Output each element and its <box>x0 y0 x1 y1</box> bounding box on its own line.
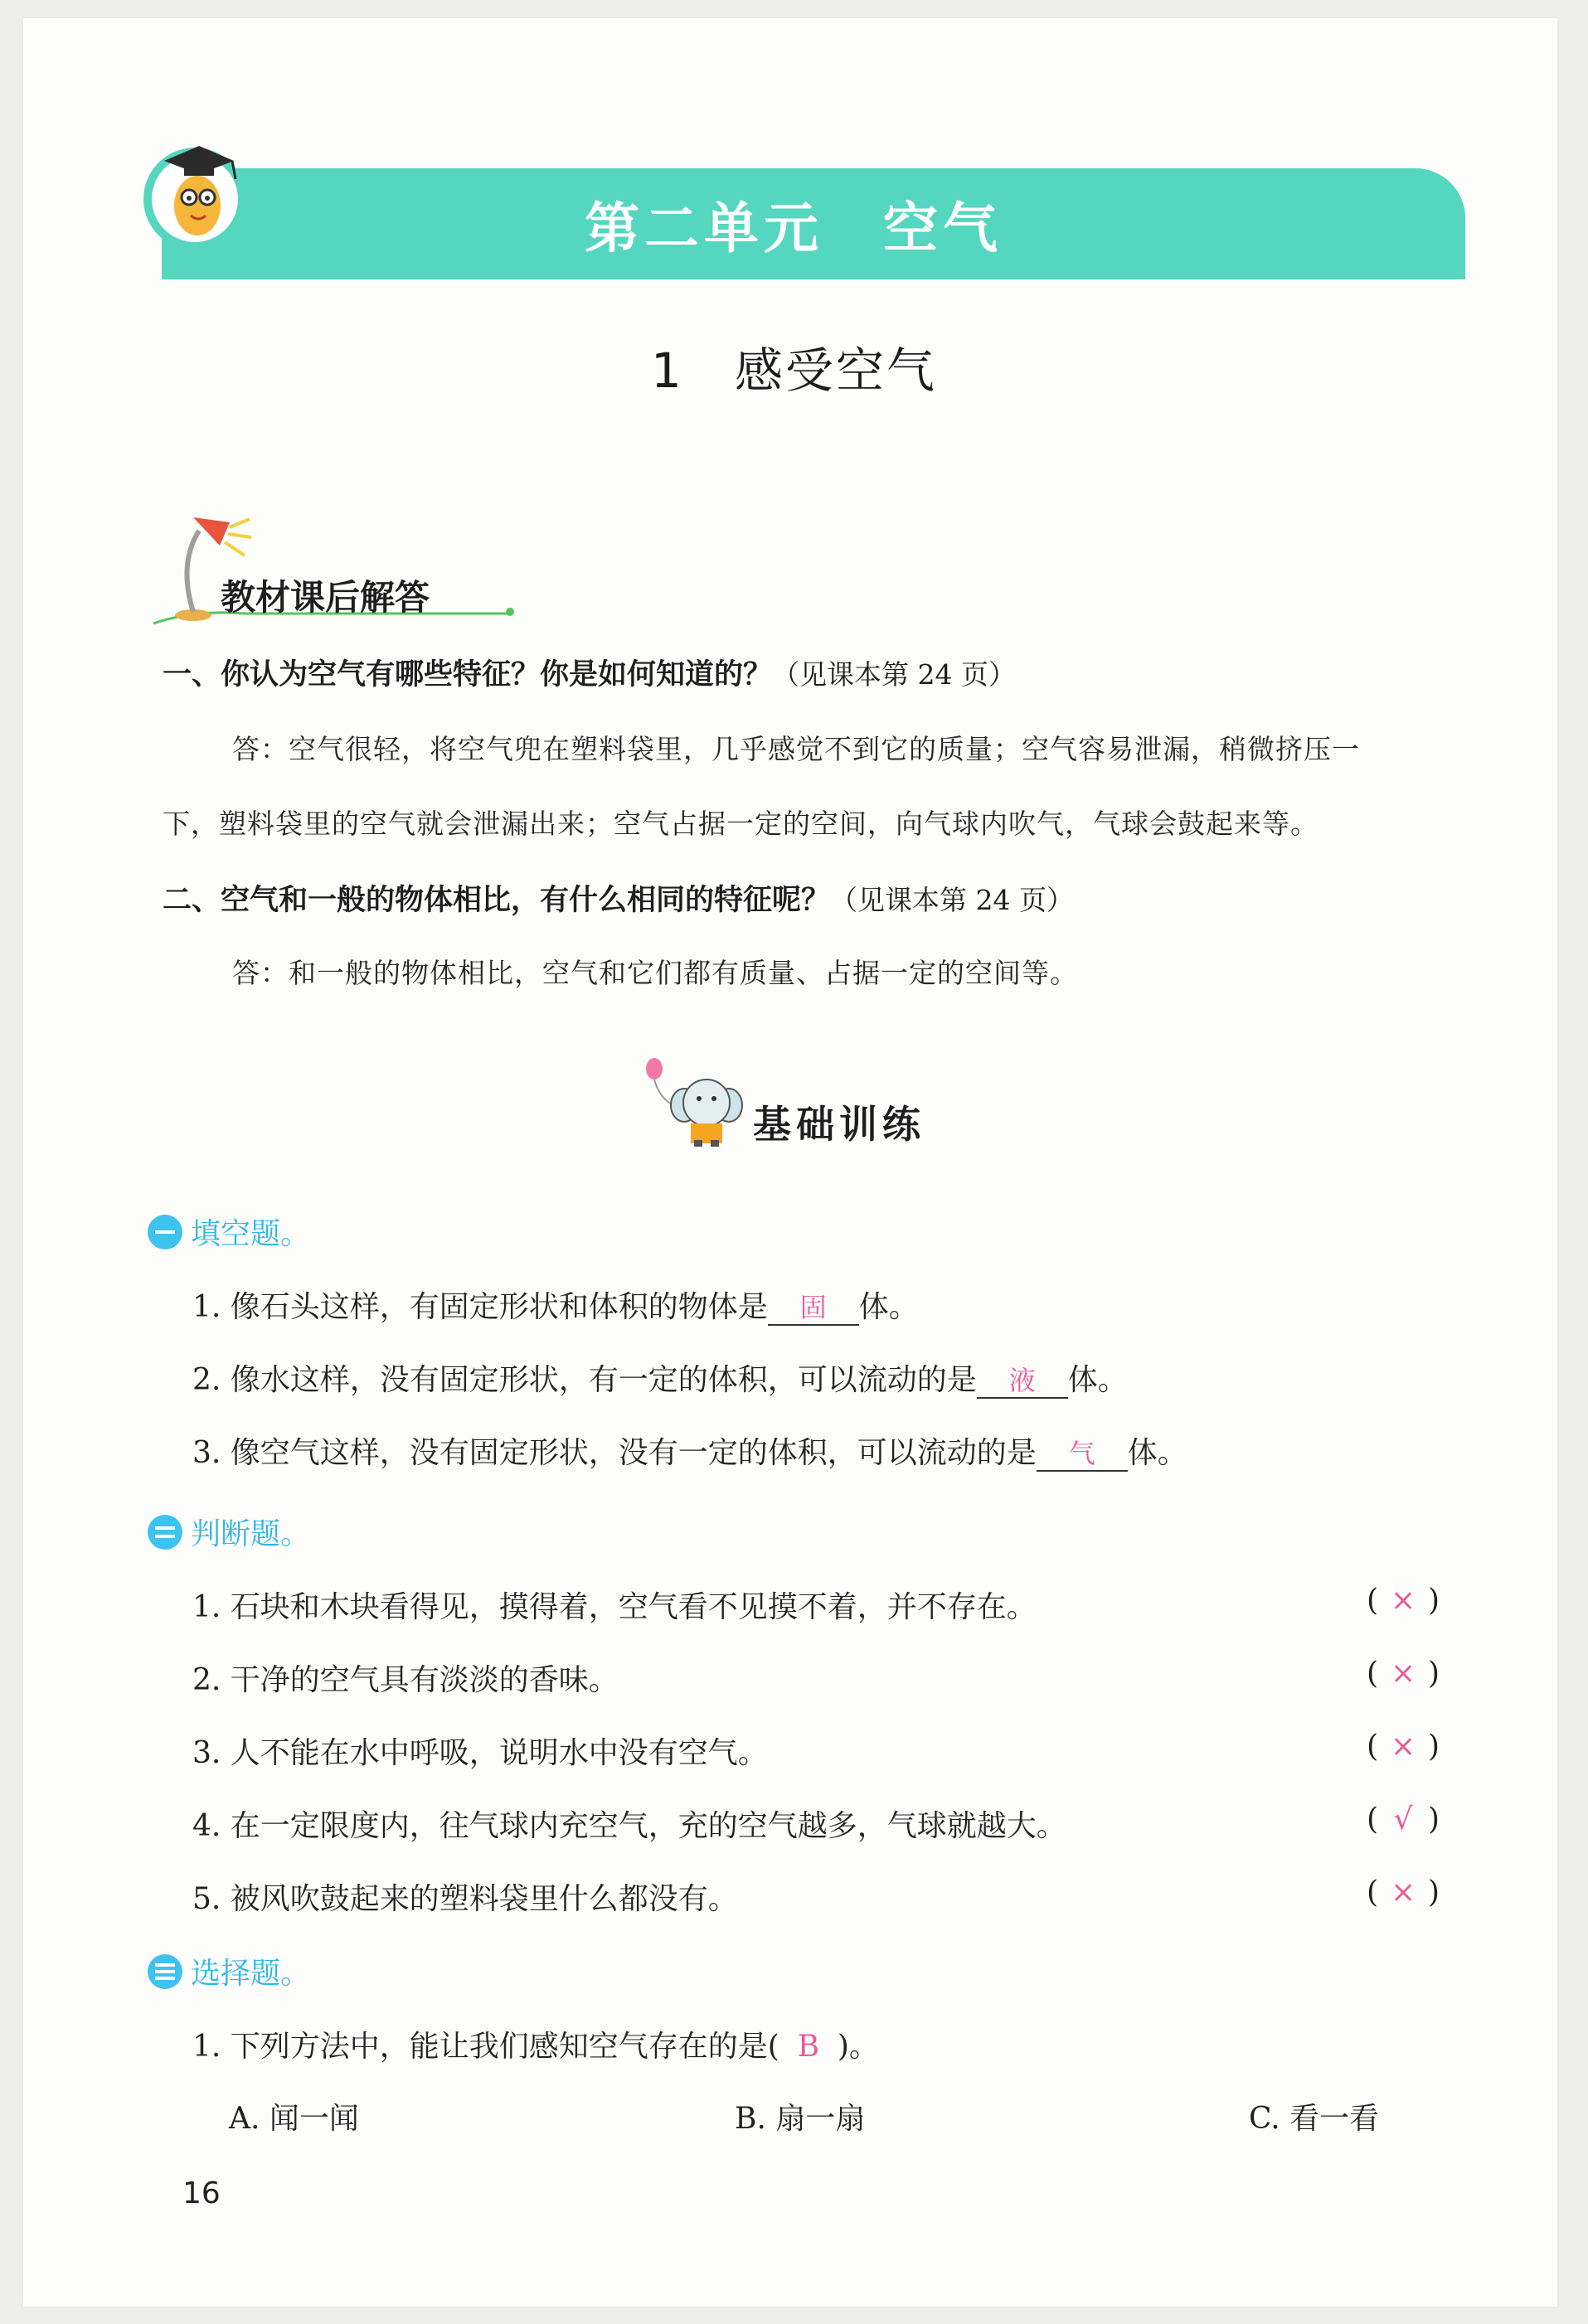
fill-item-1: 1. 像石头这样，有固定形状和体积的物体是 固 体。 <box>192 1290 919 1324</box>
choice-option-b: B. 扇一扇 <box>735 2102 866 2136</box>
question-1: 一、你认为空气有哪些特征？你是如何知道的？（见课本第 24 页） <box>163 658 1016 691</box>
question-2: 二、空气和一般的物体相比，有什么相同的特征呢？（见课本第 24 页） <box>163 884 1074 917</box>
lesson-title: 1 感受空气 <box>651 342 937 399</box>
fill-answer-3: 气 <box>1037 1437 1128 1472</box>
fill-answer-1: 固 <box>768 1291 859 1326</box>
textbook-answers-heading: 教材课后解答 <box>221 577 430 618</box>
fill-item-2: 2. 像水这样，没有固定形状，有一定的体积，可以流动的是 液 体。 <box>192 1363 1128 1397</box>
judge-item-2: 2. 干净的空气具有淡淡的香味。 <box>192 1663 619 1697</box>
judge-item-3: 3. 人不能在水中呼吸，说明水中没有空气。 <box>192 1736 768 1770</box>
choice-question-1: 1. 下列方法中，能让我们感知空气存在的是( B )。 <box>192 2030 879 2064</box>
judge-answer-2: ( × ) <box>1367 1657 1440 1691</box>
judge-item-1: 1. 石块和木块看得见，摸得着，空气看不见摸不着，并不存在。 <box>192 1590 1037 1624</box>
fill-in-heading: 填空题。 <box>148 1211 310 1253</box>
judge-answer-3: ( × ) <box>1367 1730 1440 1764</box>
section-2-badge-icon <box>148 1515 182 1550</box>
answer-2: 答：和一般的物体相比，空气和它们都有质量、占据一定的空间等。 <box>232 957 1078 989</box>
judge-item-5: 5. 被风吹鼓起来的塑料袋里什么都没有。 <box>192 1882 738 1916</box>
answer-1-line-2: 下，塑料袋里的空气就会泄漏出来；空气占据一定的空间，向气球内吹气，气球会鼓起来等。 <box>163 808 1318 840</box>
choice-answer-1: B <box>797 2030 820 2064</box>
judge-answer-5: ( × ) <box>1367 1875 1440 1909</box>
elephant-balloon-icon <box>643 1057 759 1148</box>
graduate-mascot-icon <box>133 126 257 259</box>
choice-option-a: A. 闻一闻 <box>229 2102 359 2136</box>
unit-title: 第二单元 空气 <box>585 196 1003 260</box>
fill-answer-2: 液 <box>977 1364 1068 1399</box>
choice-heading: 选择题。 <box>148 1950 310 1992</box>
answer-1-line-1: 答：空气很轻，将空气兜在塑料袋里，几乎感觉不到它的质量；空气容易泄漏，稍微挤压一 <box>232 733 1360 765</box>
judge-item-4: 4. 在一定限度内，往气球内充空气，充的空气越多，气球就越大。 <box>192 1809 1066 1843</box>
basic-training-title: 基础训练 <box>753 1102 925 1147</box>
judge-answer-4: ( √ ) <box>1367 1802 1440 1836</box>
judgment-heading: 判断题。 <box>148 1511 310 1553</box>
judge-answer-1: ( × ) <box>1367 1584 1440 1618</box>
fill-item-3: 3. 像空气这样，没有固定形状，没有一定的体积，可以流动的是 气 体。 <box>192 1436 1187 1470</box>
section-3-badge-icon <box>148 1954 182 1989</box>
choice-option-c: C. 看一看 <box>1249 2102 1380 2136</box>
section-1-badge-icon <box>148 1215 182 1249</box>
page-number: 16 <box>182 2176 221 2210</box>
